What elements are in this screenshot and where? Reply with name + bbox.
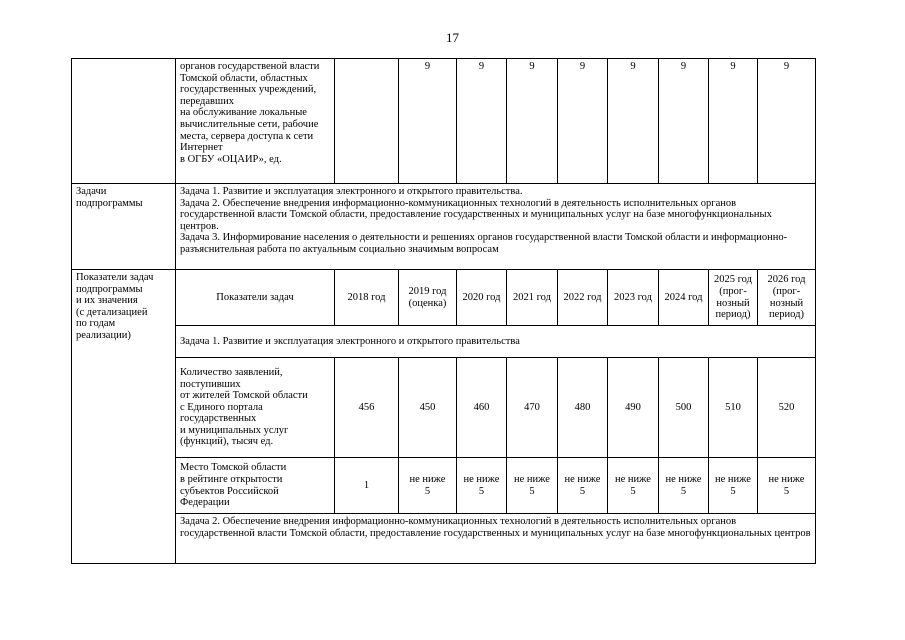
value-cell: 9	[709, 59, 758, 184]
value-cell: 9	[399, 59, 457, 184]
value-cell: не ниже 5	[457, 458, 507, 514]
value-cell: 450	[399, 358, 457, 458]
value-cell: 9	[558, 59, 608, 184]
indicators-header-row	[72, 270, 816, 326]
header-year: 2018 год	[335, 270, 399, 326]
value-cell: 9	[507, 59, 558, 184]
value-cell: 9	[457, 59, 507, 184]
indicator-row-applications	[72, 358, 816, 458]
task2-title: Задача 2. Обеспечение внедрения информационно-коммуникационных технологий в деятельность исполнительных органов государственной власти Томской области, предоставление государственных и муниципальных услуг на базе многофункциональных центров	[176, 514, 816, 564]
value-cell: не ниже 5	[558, 458, 608, 514]
value-cell: не ниже 5	[507, 458, 558, 514]
task1-title-row	[72, 326, 816, 358]
tasks-row	[72, 184, 816, 270]
subprogram-passport-table	[71, 58, 816, 564]
value-cell: не ниже 5	[659, 458, 709, 514]
empty-value-cell	[335, 59, 399, 184]
header-year: 2023 год	[608, 270, 659, 326]
indicators-label: Показатели задач подпрограммы и их значения (с детализацией по годам реализации)	[72, 270, 176, 564]
indicator-name: Место Томской области в рейтинге открытости субъектов Российской Федерации	[176, 458, 335, 514]
value-cell: не ниже 5	[608, 458, 659, 514]
header-year: 2019 год (оценка)	[399, 270, 457, 326]
value-cell: 480	[558, 358, 608, 458]
indicator-row-rating	[72, 458, 816, 514]
header-year: 2021 год	[507, 270, 558, 326]
continued-indicator-row	[72, 59, 816, 184]
value-cell: не ниже 5	[709, 458, 758, 514]
value-cell: 9	[608, 59, 659, 184]
task1-title: Задача 1. Развитие и эксплуатация электронного и открытого правительства	[176, 326, 816, 358]
header-year: 2025 год (прог- нозный период)	[709, 270, 758, 326]
indicator-name: Количество заявлений, поступивших от жителей Томской области с Единого портала государственных и муниципальных услуг (функций), тысяч ед.	[176, 358, 335, 458]
value-cell: 490	[608, 358, 659, 458]
value-cell: 9	[659, 59, 709, 184]
tasks-label: Задачи подпрограммы	[72, 184, 176, 270]
task2-title-row	[72, 514, 816, 564]
value-cell: не ниже 5	[399, 458, 457, 514]
value-cell: 520	[758, 358, 816, 458]
value-cell: 9	[758, 59, 816, 184]
header-year: 2024 год	[659, 270, 709, 326]
header-indicators-title: Показатели задач	[176, 270, 335, 326]
value-cell: не ниже 5	[758, 458, 816, 514]
header-year: 2026 год (прог- нозный период)	[758, 270, 816, 326]
value-cell: 510	[709, 358, 758, 458]
value-cell: 500	[659, 358, 709, 458]
header-year: 2022 год	[558, 270, 608, 326]
tasks-text: Задача 1. Развитие и эксплуатация электронного и открытого правительства. Задача 2. Обеспечение внедрения информационно-коммуникационных технологий в деятельность исполнительных органов государственной власти Томской области, предоставление государственных и муниципальных услуг на базе многофункциональных центров. Задача 3. Информирование населения о деятельности и решениях органов государственной власти Томской области и информационно-разъяснительная работа по актуальным социально значимым вопросам	[176, 184, 816, 270]
value-cell: 470	[507, 358, 558, 458]
header-year: 2020 год	[457, 270, 507, 326]
value-cell: 456	[335, 358, 399, 458]
indicator-name: органов государственой власти Томской области, областных государственных учреждений, передавших на обслуживание локальные вычислительные сети, рабочие места, сервера доступа к сети Интернет в ОГБУ «ОЦАИР», ед.	[176, 59, 335, 184]
value-cell: 460	[457, 358, 507, 458]
empty-label-cell	[72, 59, 176, 184]
page-number: 17	[446, 30, 459, 45]
value-cell: 1	[335, 458, 399, 514]
